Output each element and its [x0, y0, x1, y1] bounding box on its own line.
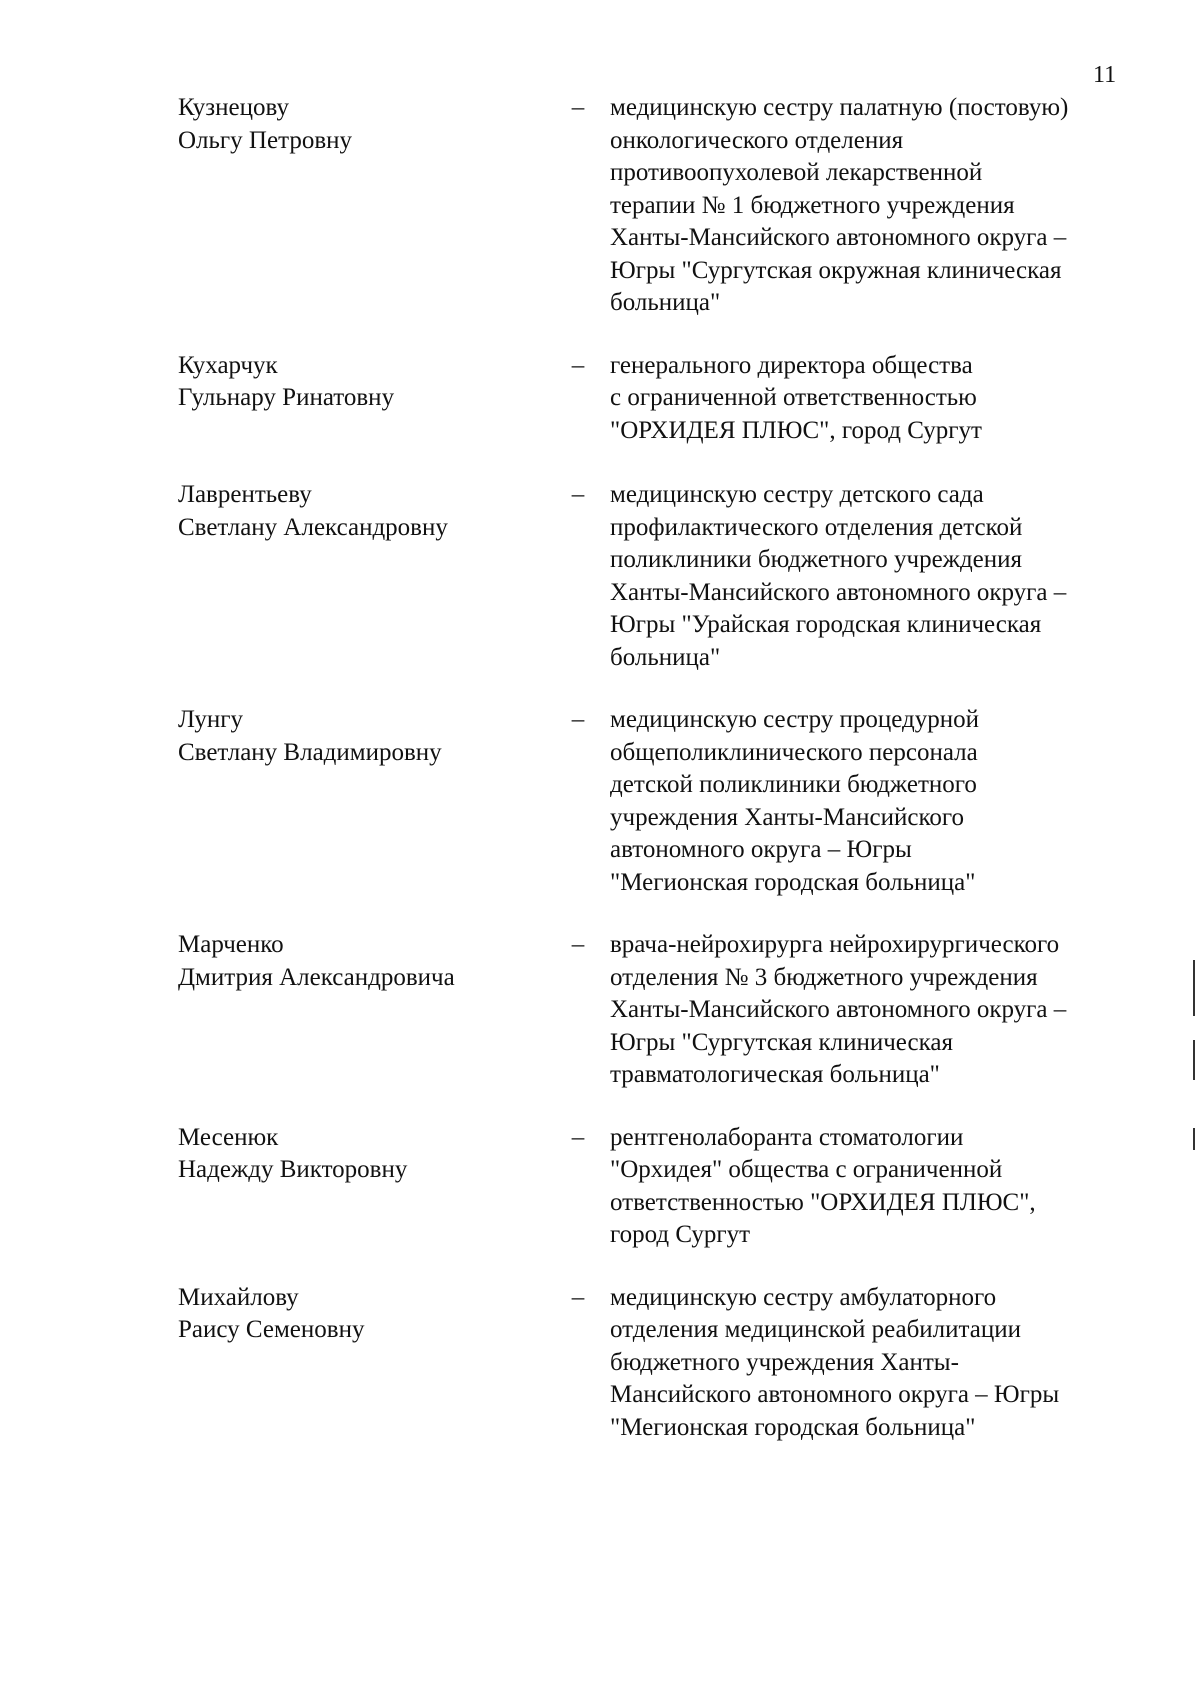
- desc-line: "Мегионская городская больница": [610, 868, 976, 896]
- surname: Михайлову: [178, 1283, 299, 1311]
- scan-artifact: [1193, 960, 1195, 1016]
- desc-line: рентгенолаборанта стоматологии: [610, 1123, 964, 1151]
- list-item: [0, 479, 1200, 674]
- desc-line: медицинскую сестру палатную (постовую): [610, 94, 1069, 121]
- desc-line: травматологическая больница": [610, 1061, 940, 1088]
- desc-line: "Мегионская городская больница": [610, 1413, 976, 1441]
- desc-line: город Сургут: [610, 1221, 751, 1248]
- list-item: [0, 1282, 1200, 1445]
- list-item: [0, 1122, 1200, 1252]
- desc-line: врача-нейрохирурга нейрохирургического: [610, 931, 1060, 958]
- desc-line: ответственностью "ОРХИДЕЯ ПЛЮС",: [610, 1188, 1036, 1216]
- desc-line: генерального директора общества: [610, 351, 973, 379]
- desc-line: отделения № 3 бюджетного учреждения: [610, 963, 1038, 991]
- scan-artifact: [1193, 1040, 1195, 1080]
- person-name: [178, 1282, 558, 1347]
- given-names: Надежду Викторовну: [178, 1156, 408, 1183]
- person-name: [178, 92, 558, 157]
- given-names: Светлану Александровну: [178, 513, 448, 541]
- desc-line: противоопухолевой лекарственной: [610, 159, 983, 186]
- desc-line: "Орхидея" общества с ограниченной: [610, 1156, 1003, 1183]
- list-item: [0, 92, 1200, 320]
- position-description: [610, 350, 1150, 448]
- desc-line: детской поликлиники бюджетного: [610, 771, 977, 798]
- dash-separator: –: [571, 481, 585, 508]
- desc-line: Ханты-Мансийского автономного округа –: [610, 578, 1067, 606]
- person-name: [178, 479, 558, 544]
- dash-separator: –: [571, 706, 585, 733]
- surname: Кузнецову: [178, 94, 289, 121]
- surname: Лунгу: [178, 706, 243, 733]
- given-names: Гульнару Ринатовну: [178, 384, 395, 411]
- list-item: [0, 929, 1200, 1092]
- desc-line: Ханты-Мансийского автономного округа –: [610, 224, 1067, 251]
- page-number: 11: [1093, 62, 1117, 88]
- entries-list: [0, 92, 1200, 1444]
- given-names: Раису Семеновну: [178, 1316, 365, 1343]
- desc-line: медицинскую сестру детского сада: [610, 481, 984, 508]
- person-name: [178, 704, 558, 769]
- desc-line: Ханты-Мансийского автономного округа –: [610, 996, 1067, 1023]
- surname: Кухарчук: [178, 351, 278, 379]
- given-names: Светлану Владимировну: [178, 738, 442, 766]
- desc-line: медицинскую сестру амбулаторного: [610, 1283, 997, 1311]
- scan-artifact: [1193, 1128, 1195, 1150]
- desc-line: общеполиклинического персонала: [610, 738, 978, 766]
- dash-separator: –: [571, 931, 585, 958]
- desc-line: больница": [610, 643, 721, 671]
- position-description: [610, 479, 1150, 674]
- position-description: [610, 704, 1150, 899]
- position-description: [610, 1282, 1150, 1445]
- desc-line: с ограниченной ответственностью: [610, 384, 977, 411]
- surname: Марченко: [178, 931, 284, 958]
- person-name: [178, 350, 558, 415]
- desc-line: поликлиники бюджетного учреждения: [610, 546, 1023, 573]
- dash-separator: –: [571, 1283, 585, 1311]
- desc-line: медицинскую сестру процедурной: [610, 706, 980, 733]
- person-name: [178, 1122, 558, 1187]
- desc-line: терапии № 1 бюджетного учреждения: [610, 191, 1015, 219]
- desc-line: Мансийского автономного округа – Югры: [610, 1381, 1060, 1408]
- desc-line: профилактического отделения детской: [610, 513, 1023, 541]
- desc-line: учреждения Ханты-Мансийского: [610, 803, 965, 831]
- desc-line: Югры "Урайская городская клиническая: [610, 611, 1042, 638]
- person-name: [178, 929, 558, 994]
- position-description: [610, 929, 1150, 1092]
- position-description: [610, 92, 1150, 320]
- desc-line: автономного округа – Югры: [610, 836, 912, 863]
- list-item: [0, 704, 1200, 899]
- desc-line: отделения медицинской реабилитации: [610, 1316, 1021, 1343]
- desc-line: Югры "Сургутская клиническая: [610, 1028, 953, 1056]
- given-names: Ольгу Петровну: [178, 126, 352, 154]
- given-names: Дмитрия Александровича: [178, 963, 455, 991]
- dash-separator: –: [571, 94, 585, 121]
- desc-line: Югры "Сургутская окружная клиническая: [610, 256, 1062, 284]
- desc-line: онкологического отделения: [610, 126, 904, 154]
- desc-line: "ОРХИДЕЯ ПЛЮС", город Сургут: [610, 416, 982, 444]
- list-item: [0, 350, 1200, 448]
- surname: Месенюк: [178, 1123, 279, 1151]
- dash-separator: –: [571, 1123, 585, 1151]
- dash-separator: –: [571, 351, 585, 379]
- desc-line: больница": [610, 289, 721, 316]
- position-description: [610, 1122, 1150, 1252]
- desc-line: бюджетного учреждения Ханты-: [610, 1348, 959, 1376]
- surname: Лаврентьеву: [178, 481, 312, 508]
